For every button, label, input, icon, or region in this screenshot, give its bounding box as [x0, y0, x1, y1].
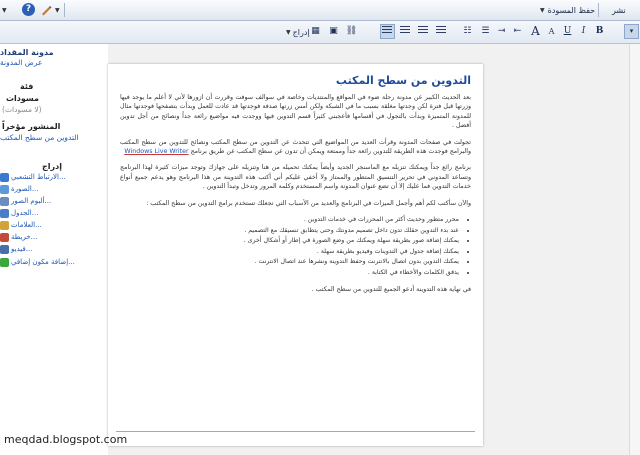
features-list [120, 215, 471, 278]
publish-label: نشر [612, 5, 626, 15]
style-dropdown-icon[interactable]: ▾ [624, 24, 639, 39]
numbered-list-icon[interactable]: ☷ [463, 26, 472, 36]
map-icon [0, 233, 9, 242]
watermark-text: meqdad.blogspot.com [4, 433, 128, 446]
recent-post-link[interactable]: التدوين من سطح المكتب [0, 133, 79, 142]
drafts-heading: مسودات [6, 94, 39, 103]
picture-icon [0, 185, 9, 194]
pen-button[interactable] [40, 2, 60, 18]
list-item: • يدقق الكلمات والأخطاء في الكتابة . [120, 268, 459, 279]
paragraph-5: في نهاية هذه التدوينة أدعو الجميع للتدوين من سطح المكتب . [311, 286, 471, 294]
paragraph-3: برنامج رائع جداً ويمكنك تنزيله مع الماسنجر الجديد وأيضاً يمكنك تحميله من هنا وتنزيله على جهازك وتوجد ميزات كثيرة لهذا البرنامج وتساعد المدوني في تحرير التنسيق المتطور والممتاز ولا أخفي عليكم أني أكتب هذه التدوينة من هذا البرنامج وهو يدعم جميع أنواع خدمات التدوين فما عليك إلا أن تضع عنوان المدونة واسم المستخدم وكلمة المرور وتدخل وتبدأ التدوين . [120, 164, 471, 191]
insert-video-item[interactable]: فيديو... [0, 244, 32, 254]
table-icon [0, 209, 9, 218]
insert-hyperlink-item[interactable]: الارتباط التشعبي... [0, 172, 66, 182]
align-right-button[interactable] [380, 24, 395, 39]
image-icon[interactable]: ▣ [329, 26, 338, 36]
blog-name: مدونة المقداد [0, 48, 54, 57]
list-item: • محرر متطور وحديث أكثر من المحررات في خدمات التدوين . [120, 215, 459, 226]
command-bar [0, 0, 640, 21]
toolbar-divider [64, 3, 65, 17]
insert-table-item[interactable]: الجدول... [0, 208, 38, 218]
font-size-larger-icon[interactable]: A [531, 24, 540, 38]
add-plugin-item[interactable]: إضافة مكون إضافي... [0, 257, 75, 267]
toolbar-divider [598, 3, 599, 17]
windows-live-writer-link[interactable]: Windows Live Writer [124, 148, 189, 156]
chevron-down-icon: ▼ [2, 6, 7, 14]
paragraph-2-text: تجولت في صفحات المدونة وقرأت العديد من المواضيع التي تتحدث عن التدوين من سطح المكتب ونصائح للتدوين من سطح المكتب والبرامج فوجدت هذه الطريقة للتدوين رائعة جداً وممتعة ويمكن أن تدون عن سطح المكتب عن طريق برنامج [120, 138, 471, 156]
insert-photo-album-item[interactable]: ألبوم الصور... [0, 196, 51, 206]
link-icon[interactable]: ⛓ [345, 26, 358, 36]
drafts-empty-text: (لا مسودات) [2, 105, 42, 114]
bold-icon[interactable]: B [595, 26, 604, 36]
justify-button[interactable] [434, 24, 449, 39]
formatting-toolbar [0, 21, 640, 44]
editor-area [108, 44, 640, 455]
insert-menu-label: إدراج [292, 27, 310, 37]
table-icon[interactable]: ▦ [311, 26, 320, 36]
insert-panel-heading: إدراج [42, 162, 62, 171]
align-center-icon [400, 26, 410, 36]
save-draft-label: حفظ المسودة [547, 5, 596, 15]
list-item: • يمكنك إضافة جدول في التدوينات وفيديو بطريقة سهلة . [120, 247, 459, 258]
categories-heading: فئة [20, 82, 34, 91]
publish-button[interactable] [612, 2, 626, 18]
font-size-smaller-icon[interactable]: A [548, 27, 555, 36]
insert-picture-item[interactable]: الصورة... [0, 184, 39, 194]
insert-menu-button[interactable] [286, 25, 310, 39]
document-page[interactable] [108, 64, 483, 446]
bullet-list-icon[interactable]: ☰ [481, 26, 490, 36]
vertical-scrollbar[interactable] [629, 44, 640, 455]
align-right-icon [382, 26, 392, 36]
insert-map-item[interactable]: خريطة... [0, 232, 37, 242]
paragraph-4: والآن سأكتب لكم أهم وأجمل الميزات في البرنامج والعديد من الأسباب التي تجعلك تستخدم برامج التدوين من سطح المكتب : [146, 199, 471, 207]
justify-icon [436, 26, 446, 36]
list-item: • يمكنك إضافة صور بطريقة سهلة ويمكنك من وضع الصورة في إطار أو أشكال أخرى . [120, 236, 459, 247]
paragraph-2 [120, 138, 471, 157]
paragraph-1: بعد الحديث الكبير عن مدونة رحلة ضوء في المواقع والمنتديات وخاصة في سوالف سوفت وقررت أن ازورها لأني لا أعلم ما يوجد فيها وزرتها قبل فترة لكن وجدتها مغلقة بسبب ما في الشبكة ولكن أمس زرتها صدفة فوجدتها قد عادت للعمل وبدأت بتصفحها فوجدتها مثال للمدونة المتميزة وبدأت بالتجول في أقسامها فأعجبني كثيراً قسم التدوين فيها ووجدت فيه مواضيع رائعة جداً ونصائح من أجل تدوين أفضل . [120, 94, 471, 130]
menu-button[interactable] [2, 2, 7, 18]
recent-posts-heading: المنشور مؤخراً [2, 122, 61, 131]
chevron-down-icon: ▼ [540, 6, 545, 14]
align-center-button[interactable] [398, 24, 413, 39]
align-left-button[interactable] [416, 24, 431, 39]
italic-icon[interactable]: I [581, 26, 586, 36]
pen-icon [40, 4, 52, 16]
plus-icon [0, 258, 9, 267]
photo-album-icon [0, 197, 9, 206]
insert-tags-item[interactable]: العلامات... [0, 220, 42, 230]
hyperlink-icon [0, 173, 9, 182]
tags-icon [0, 221, 9, 230]
align-left-icon [418, 26, 428, 36]
save-draft-button[interactable] [540, 2, 595, 18]
outdent-icon[interactable]: ⇤ [513, 26, 522, 36]
view-blog-link[interactable]: عرض المدونة [0, 58, 43, 67]
indent-icon[interactable]: ⇥ [497, 26, 506, 36]
page-bottom-rule [116, 431, 475, 432]
sidebar [0, 44, 105, 455]
list-item: • يمكنك التدوين بدون اتصال بالانترنت وحفظ التدوينة ونشرها عند اتصال الانترنت . [120, 257, 459, 268]
list-item: • عند بدء التدوين حقلك تدون داخل تصميم مدونتك وحتى يتطابق تنسيقك مع التصميم . [120, 226, 459, 237]
document-body[interactable] [120, 74, 471, 424]
chevron-down-icon: ▼ [286, 28, 291, 36]
chevron-down-icon: ▼ [55, 6, 60, 14]
video-icon [0, 245, 9, 254]
underline-icon[interactable]: U [563, 26, 572, 36]
post-title[interactable]: التدوين من سطح المكتب [335, 74, 471, 87]
help-icon[interactable]: ? [22, 3, 35, 16]
